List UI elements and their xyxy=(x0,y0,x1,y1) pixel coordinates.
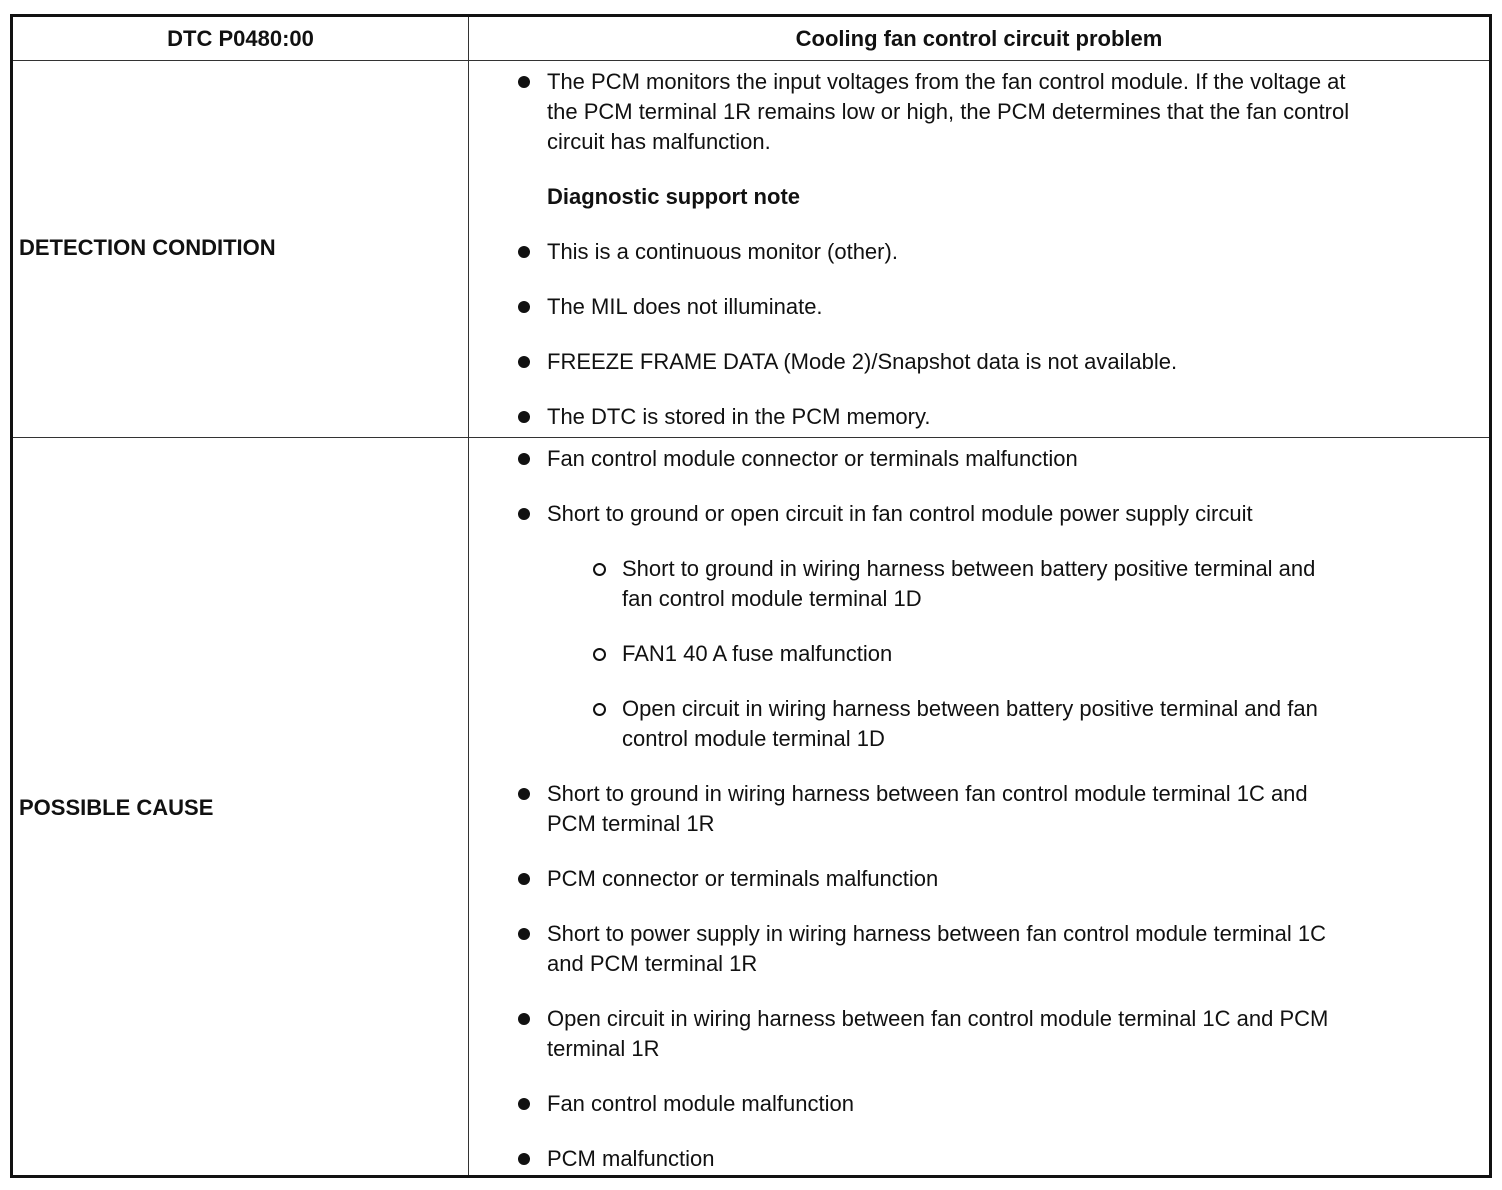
possible-cause-label: POSSIBLE CAUSE xyxy=(19,795,214,820)
cause-item: Fan control module connector or terminals malfunction xyxy=(547,446,1078,471)
dtc-code-header: DTC P0480:00 xyxy=(167,25,314,51)
cause-item: Short to power supply in wiring harness between fan control module terminal 1C xyxy=(547,921,1326,946)
bullet-icon xyxy=(518,411,530,423)
bullet-icon xyxy=(518,301,530,313)
bullet-icon xyxy=(518,356,530,368)
cause-sub-item: Short to ground in wiring harness between battery positive terminal and xyxy=(622,556,1316,581)
dtc-table xyxy=(10,14,1492,1178)
sub-bullet-icon xyxy=(593,648,606,661)
cause-item: Open circuit in wiring harness between fan control module terminal 1C and PCM xyxy=(547,1006,1329,1031)
bullet-icon xyxy=(518,508,530,520)
cause-item: Short to ground in wiring harness between fan control module terminal 1C and xyxy=(547,781,1308,806)
bullet-icon xyxy=(518,76,530,88)
header-row-divider xyxy=(13,60,1489,61)
bullet-icon xyxy=(518,453,530,465)
cause-item: PCM malfunction xyxy=(547,1146,715,1171)
bullet-icon xyxy=(518,788,530,800)
cause-sub-item: control module terminal 1D xyxy=(622,726,885,751)
detection-intro-line: the PCM terminal 1R remains low or high, the PCM determines that the fan control xyxy=(547,99,1350,124)
cause-sub-item: FAN1 40 A fuse malfunction xyxy=(622,641,893,666)
cause-item: Fan control module malfunction xyxy=(547,1091,854,1116)
cause-item: PCM terminal 1R xyxy=(547,811,715,836)
bullet-icon xyxy=(518,1013,530,1025)
cause-sub-item: Open circuit in wiring harness between battery positive terminal and fan xyxy=(622,696,1318,721)
bullet-icon xyxy=(518,873,530,885)
bullet-icon xyxy=(518,246,530,258)
cause-sub-item: fan control module terminal 1D xyxy=(622,586,922,611)
detection-intro-line: The PCM monitors the input voltages from the fan control module. If the voltage at xyxy=(547,69,1346,94)
dtc-title-header: Cooling fan control circuit problem xyxy=(795,25,1163,51)
column-divider xyxy=(468,17,469,1175)
detection-note: This is a continuous monitor (other). xyxy=(547,239,898,264)
cause-item: terminal 1R xyxy=(547,1036,660,1061)
cause-item: and PCM terminal 1R xyxy=(547,951,758,976)
detection-note: The MIL does not illuminate. xyxy=(547,294,823,319)
detection-intro-line: circuit has malfunction. xyxy=(547,129,771,154)
cause-item: Short to ground or open circuit in fan control module power supply circuit xyxy=(547,501,1253,526)
diagnostic-note-heading: Diagnostic support note xyxy=(547,184,800,209)
detection-condition-label: DETECTION CONDITION xyxy=(19,235,276,260)
row-divider xyxy=(13,437,1489,438)
cause-item: PCM connector or terminals malfunction xyxy=(547,866,939,891)
sub-bullet-icon xyxy=(593,703,606,716)
detection-note: FREEZE FRAME DATA (Mode 2)/Snapshot data is not available. xyxy=(547,349,1178,374)
bullet-icon xyxy=(518,1098,530,1110)
bullet-icon xyxy=(518,1153,530,1165)
detection-note: The DTC is stored in the PCM memory. xyxy=(547,404,931,429)
bullet-icon xyxy=(518,928,530,940)
sub-bullet-icon xyxy=(593,563,606,576)
